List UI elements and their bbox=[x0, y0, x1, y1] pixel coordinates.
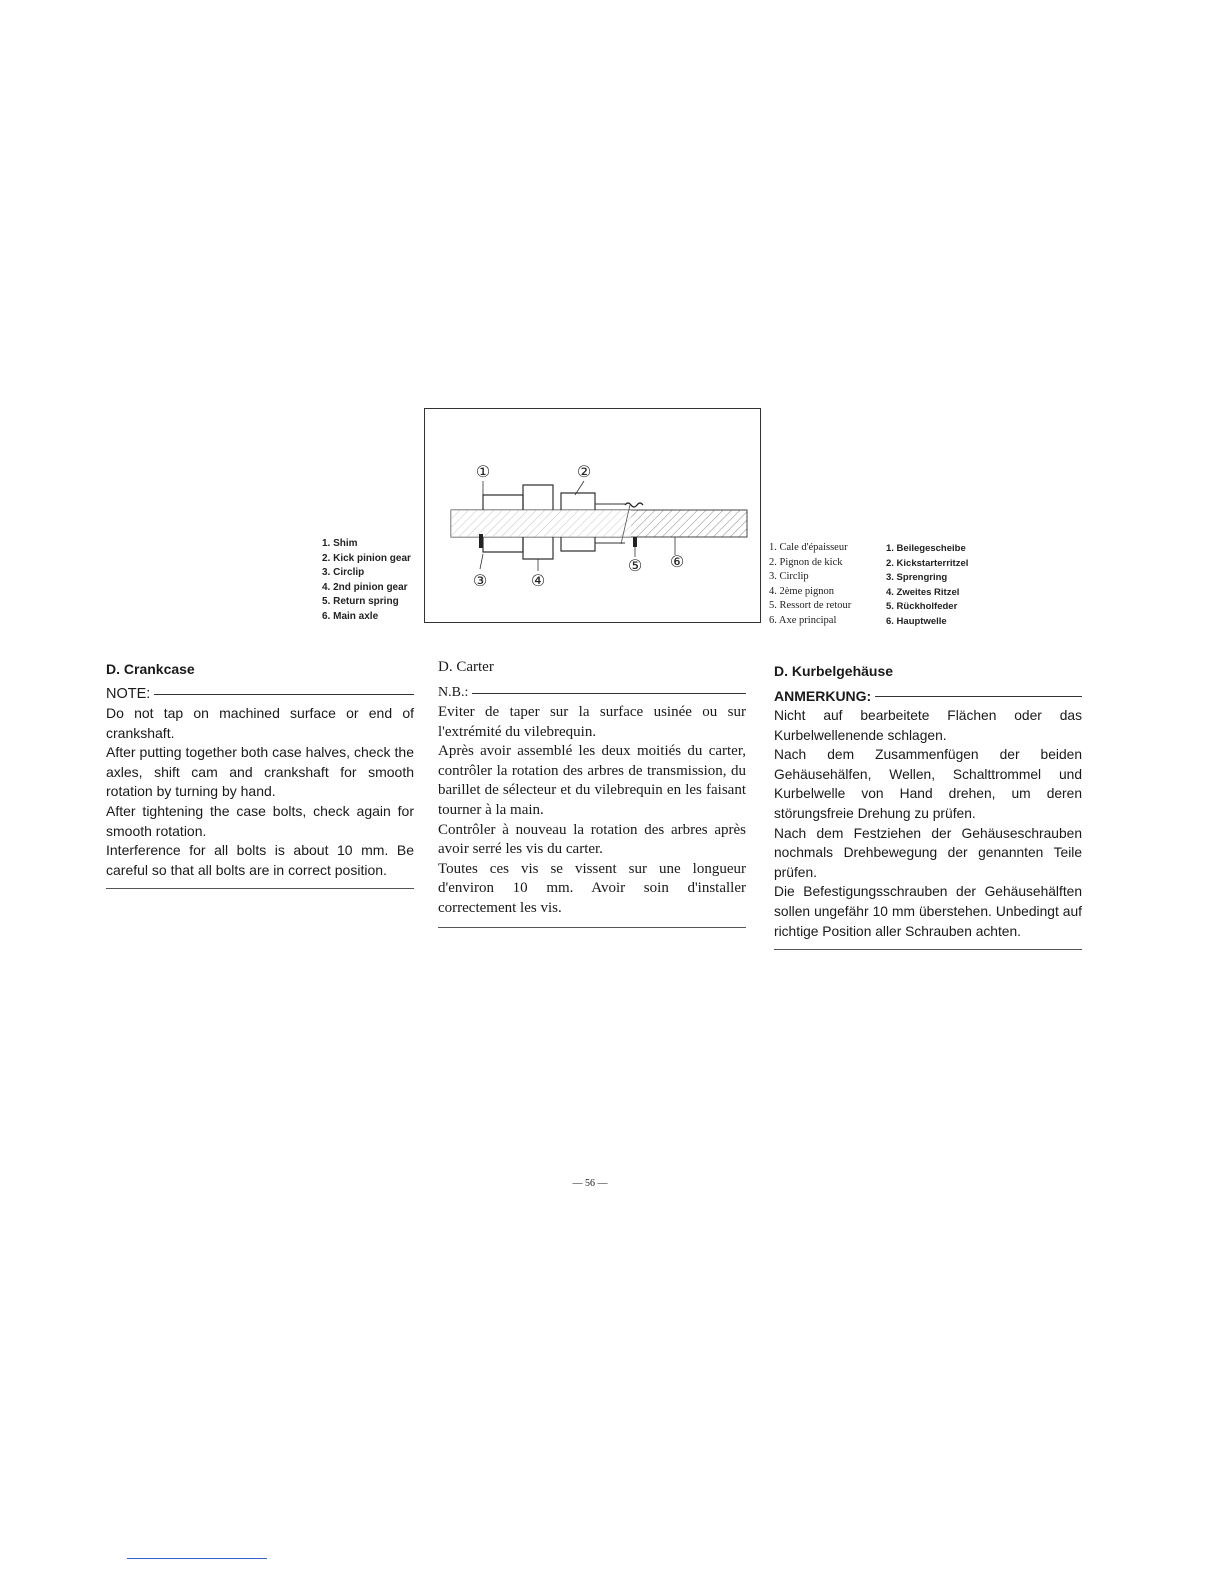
note-end-rule bbox=[438, 927, 746, 928]
legend-item: 4. 2nd pinion gear bbox=[322, 581, 408, 593]
note-end-rule bbox=[106, 888, 414, 889]
legend-item: 4. 2ème pignon bbox=[769, 585, 835, 597]
legend-item: 2. Pignon de kick bbox=[769, 556, 843, 568]
column-english bbox=[106, 661, 414, 889]
legend-french bbox=[769, 541, 851, 629]
note-body bbox=[774, 706, 1082, 941]
kick-pinion-gear-top bbox=[523, 485, 553, 510]
callout-4: ④ bbox=[530, 571, 546, 590]
legend-item: 6. Hauptwelle bbox=[886, 615, 947, 627]
legend-item: 4. Zweites Ritzel bbox=[886, 586, 960, 598]
main-axle-diagram bbox=[425, 409, 762, 624]
legend-item: 2. Kickstarterritzel bbox=[886, 557, 969, 569]
section-title: D. Carter bbox=[438, 659, 494, 675]
callout-6: ⑥ bbox=[669, 552, 685, 571]
circlip-left bbox=[479, 534, 483, 548]
paragraph: Après avoir assemblé les deux moitiés du carter, contrôler la rotation des arbres de transmission, du barillet de sélecteur et du vilebrequin en les faisant tourner à la main. bbox=[438, 743, 746, 818]
note-end-rule bbox=[774, 949, 1082, 950]
legend-item: 5. Ressort de retour bbox=[769, 600, 852, 612]
legend-item: 5. Rückholfeder bbox=[886, 601, 958, 613]
legend-item: 2. Kick pinion gear bbox=[322, 552, 411, 564]
paragraph: Die Befestigungsschrauben der Gehäusehälften sollen ungefähr 10 mm überstehen. Unbedingt auf richtige Position aller Schrauben achten. bbox=[774, 884, 1082, 939]
return-spring bbox=[625, 503, 643, 507]
legend-item: 5. Return spring bbox=[322, 596, 399, 608]
legend-item: 3. Circlip bbox=[322, 567, 365, 579]
legend-item: 6. Axe principal bbox=[769, 614, 837, 626]
paragraph: Do not tap on machined surface or end of crankshaft. bbox=[106, 705, 414, 741]
paragraph: After tightening the case bolts, check again for smooth rotation. bbox=[106, 802, 414, 839]
column-german bbox=[774, 663, 1082, 950]
legend-german bbox=[886, 542, 968, 630]
callout-3: ③ bbox=[472, 571, 488, 590]
legend-item: 6. Main axle bbox=[322, 610, 379, 622]
callout-1: ① bbox=[475, 462, 491, 481]
note-label: NOTE: bbox=[106, 686, 151, 702]
callout-2: ② bbox=[576, 462, 592, 481]
note-rule bbox=[472, 693, 746, 694]
paragraph: Nach dem Zusammenfügen der beiden Gehäusehälfen, Wellen, Schalttrommel und Kurbelwelle von Hand drehen, um deren störungsfreie Drehung zu prüfen. bbox=[774, 747, 1082, 821]
legend-item: 1. Shim bbox=[322, 538, 358, 549]
note-body bbox=[106, 704, 414, 880]
paragraph: Nicht auf bearbeitete Flächen oder das Kurbelwellenende schlagen. bbox=[774, 708, 1082, 743]
note-body bbox=[438, 703, 746, 919]
legend-english bbox=[322, 537, 411, 625]
bottom-link-underline bbox=[127, 1558, 267, 1559]
circlip-right bbox=[633, 537, 637, 547]
paragraph: Toutes ces vis se vissent sur une longueur d'environ 10 mm. Avoir soin d'installer correctement les vis. bbox=[438, 860, 746, 916]
legend-item: 1. Cale d'épaisseur bbox=[769, 542, 848, 553]
note-rule bbox=[154, 694, 414, 695]
paragraph: Interference for all bolts is about 10 mm. Be careful so that all bolts are in correct position. bbox=[106, 842, 414, 878]
page-number: — 56 — bbox=[572, 1178, 608, 1189]
figure-main-axle bbox=[424, 408, 761, 623]
paragraph: After putting together both case halves, check the axles, shift cam and crankshaft for smooth rotation by turning by hand. bbox=[106, 744, 414, 800]
section-title: D. Kurbelgehäuse bbox=[774, 663, 894, 679]
legend-item: 3. Circlip bbox=[769, 571, 809, 583]
shim-top bbox=[483, 495, 523, 510]
legend-item: 3. Sprengring bbox=[886, 572, 948, 584]
section-title: D. Crankcase bbox=[106, 661, 195, 677]
legend-item: 1. Beilegescheibe bbox=[886, 543, 966, 554]
second-pinion-gear-top bbox=[561, 493, 595, 510]
note-label: N.B.: bbox=[438, 685, 469, 700]
column-french bbox=[438, 659, 746, 928]
note-rule bbox=[875, 696, 1082, 697]
paragraph: Nach dem Festziehen der Gehäuseschrauben nochmals Drehbewegung der genannten Teile prüfen. bbox=[774, 825, 1082, 880]
note-header bbox=[438, 685, 746, 701]
note-header bbox=[774, 688, 1082, 704]
paragraph: Eviter de taper sur la surface usinée ou sur l'extrémité du vilebrequin. bbox=[438, 704, 746, 740]
callout-5: ⑤ bbox=[627, 556, 643, 575]
note-header bbox=[106, 686, 414, 702]
note-label: ANMERKUNG: bbox=[774, 688, 872, 704]
paragraph: Contrôler à nouveau la rotation des arbres après avoir serré les vis du carter. bbox=[438, 821, 746, 858]
